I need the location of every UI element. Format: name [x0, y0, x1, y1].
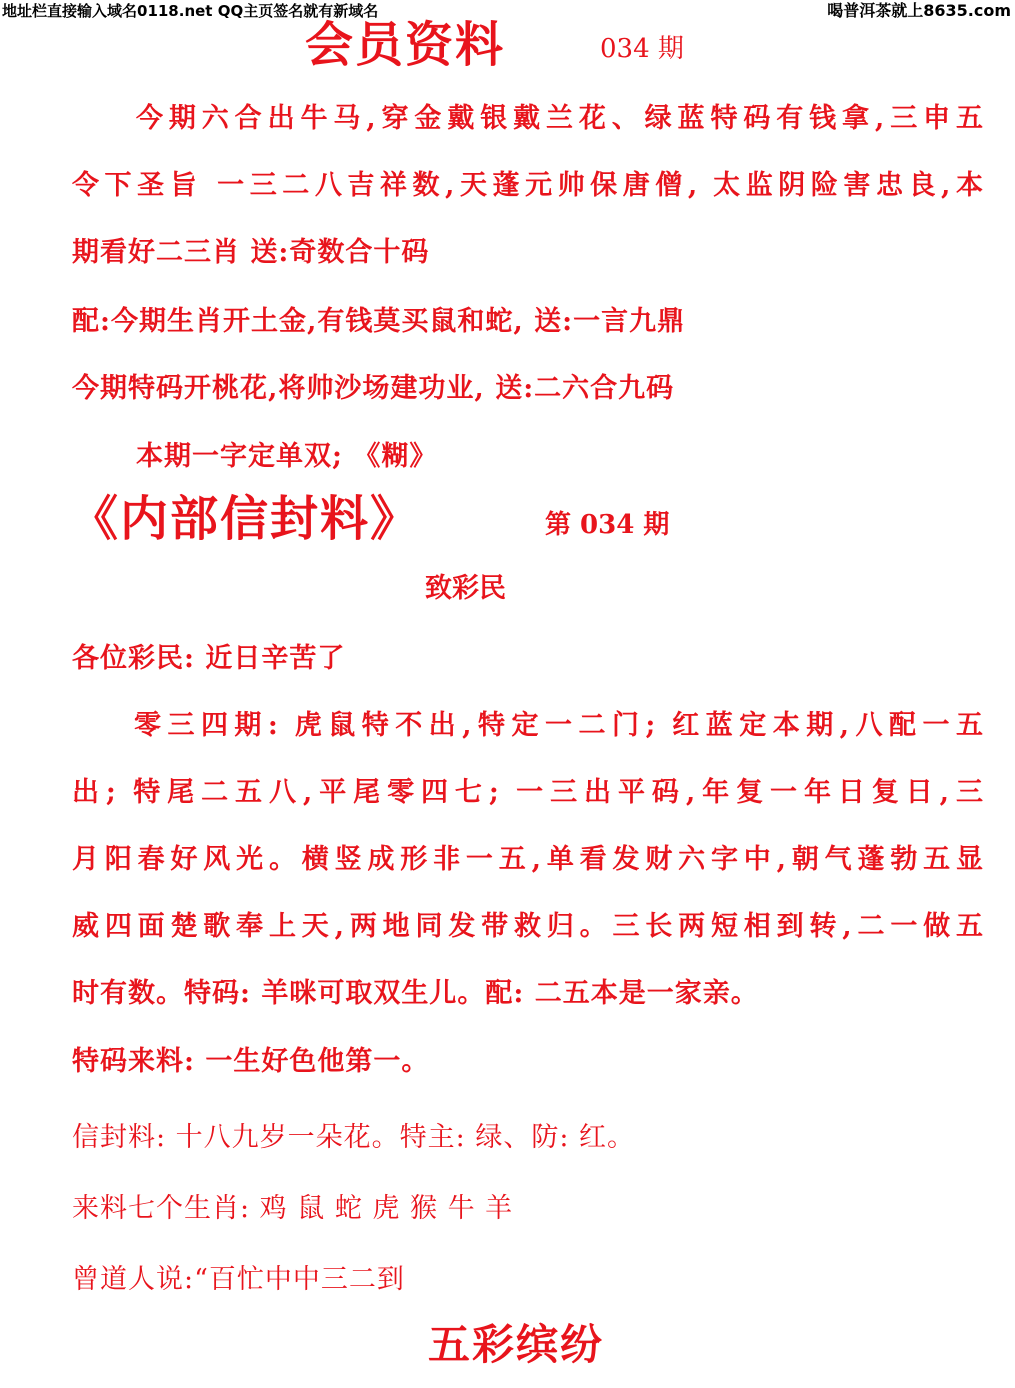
section2-extra-4: 曾道人说:“百忙中中三二到: [72, 1264, 405, 1295]
section1-line-2: 令下圣旨 一三二八吉祥数,天蓬元帅保唐僧, 太监阴险害忠良,本: [72, 170, 984, 201]
section2-line-1: 零三四期: 虎鼠特不出,特定一二门; 红蓝定本期,八配一五: [134, 710, 984, 741]
section2-extra-3: 来料七个生肖: 鸡 鼠 蛇 虎 猴 牛 羊: [72, 1193, 514, 1224]
topbar-right-text: 喝普洱茶就上8635.com: [827, 1, 1011, 20]
section1-line-5: 今期特码开桃花,将帅沙场建功业, 送:二六合九码: [72, 373, 675, 404]
section1-issue: 034 期: [600, 34, 684, 64]
section2-extra-1: 特码来料: 一生好色他第一。: [72, 1046, 430, 1077]
topbar-left-text: 地址栏直接输入域名0118.net QQ主页签名就有新域名: [2, 2, 379, 20]
section2-greeting: 各位彩民: 近日辛苦了: [72, 643, 346, 674]
section2-title: 《内部信封料》: [70, 491, 421, 547]
section2-issue: 第 034 期: [545, 510, 670, 540]
section2-line-4: 威四面楚歌奉上天,两地同发带救归。三长两短相到转,二一做五: [72, 911, 984, 942]
section1-line-1: 今期六合出牛马,穿金戴银戴兰花、绿蓝特码有钱拿,三申五: [136, 103, 984, 134]
section2-subtitle: 致彩民: [425, 573, 506, 604]
section1-line-3: 期看好二三肖 送:奇数合十码: [72, 237, 430, 268]
section2-line-5: 时有数。特码: 羊咪可取双生儿。配: 二五本是一家亲。: [72, 978, 759, 1009]
section2-line-2: 出; 特尾二五八,平尾零四七; 一三出平码,年复一年日复日,三: [72, 777, 984, 808]
section2-line-3: 月阳春好风光。横竖成形非一五,单看发财六字中,朝气蓬勃五显: [72, 844, 984, 875]
section1-line-4: 配:今期生肖开土金,有钱莫买鼠和蛇, 送:一言九鼎: [72, 306, 686, 337]
section1-line-6: 本期一字定单双; 《糊》: [136, 441, 438, 472]
section3-title: 五彩缤纷: [428, 1320, 605, 1369]
section2-extra-2: 信封料: 十八九岁一朵花。特主: 绿、防: 红。: [72, 1122, 636, 1153]
section1-title: 会员资料: [305, 17, 506, 73]
